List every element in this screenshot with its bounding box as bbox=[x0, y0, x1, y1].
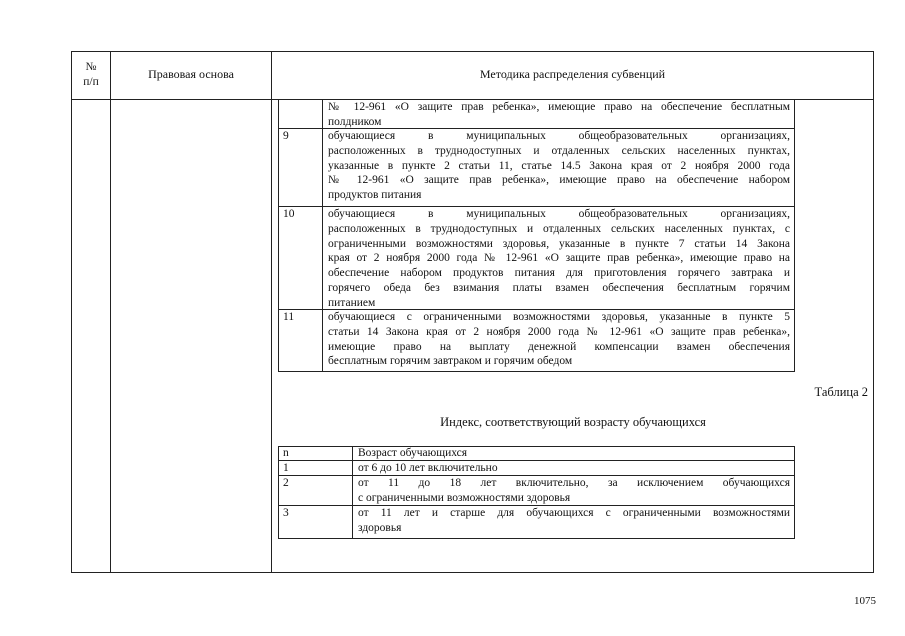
row-number: 11 bbox=[283, 311, 295, 323]
row-text-line: имеющие право на выплату денежной компенсации взамен обеспечения bbox=[328, 340, 790, 353]
header-methodology: Методика распределения субвенций bbox=[479, 67, 666, 81]
header-num bbox=[72, 60, 110, 90]
table-row-10 bbox=[328, 207, 790, 311]
row-text-line: расположенных в труднодоступных и отдаленных сельских населенных пунктах, с bbox=[328, 222, 790, 235]
table2-title: Индекс, соответствующий возрасту обучающихся bbox=[440, 415, 706, 429]
row-text-line: обучающиеся в муниципальных общеобразовательных организациях, bbox=[328, 130, 790, 142]
row-text-line: бесплатным горячим завтраком и горячим обедом bbox=[328, 355, 573, 368]
table2-row-number: 3 bbox=[283, 507, 289, 519]
row-text-line: от 11 лет и старше для обучающихся с ограниченными возможностями bbox=[358, 507, 790, 519]
header-num-sub: п/п bbox=[83, 76, 99, 88]
row-text-line: края от 2 ноября 2000 года № 12-961 «О защите прав ребенка», имеющие право на bbox=[328, 252, 790, 265]
table2-row bbox=[358, 506, 790, 536]
table2-label: Таблица 2 bbox=[814, 385, 868, 399]
row-text-line: обеспечение набором продуктов питания для приготовления горячего завтрака и bbox=[328, 267, 790, 280]
table2-head-n: n bbox=[283, 447, 289, 459]
page-number: 1075 bbox=[854, 595, 876, 607]
row-text-line: продуктов питания bbox=[328, 189, 422, 202]
row-number: 10 bbox=[283, 208, 295, 220]
table2-row-number: 2 bbox=[283, 477, 289, 489]
row-text-line: статьи 14 Закона края от 2 ноября 2000 года № 12-961 «О защите прав ребенка», bbox=[328, 325, 790, 338]
row-text-line: обучающиеся с ограниченными возможностями здоровья, указанные в пункте 5 bbox=[328, 311, 790, 323]
table-row-11 bbox=[328, 310, 790, 369]
row-text-line: № 12-961 «О защите прав ребенка», имеющие право на обеспечение набором bbox=[328, 174, 790, 187]
table2-row-number: 1 bbox=[283, 462, 289, 474]
table2-head-age: Возраст обучающихся bbox=[358, 447, 468, 459]
row-text-line: указанные в пункте 2 статьи 11, статье 14.5 Закона края от 2 ноября 2000 года bbox=[328, 159, 790, 172]
row-text-line: с ограниченными возможностями здоровья bbox=[358, 491, 571, 504]
row-text-line: расположенных в труднодоступных и отдаленных сельских населенных пунктах, bbox=[328, 144, 790, 157]
header-num-label: № bbox=[85, 61, 97, 73]
row-text-line: питанием bbox=[328, 296, 376, 309]
row-text-line: от 11 до 18 лет включительно, за исключением обучающихся bbox=[358, 477, 790, 489]
row-number: 9 bbox=[283, 130, 289, 142]
row-text-line: горячего обеда без взимания платы взамен обеспечения бесплатным горячим bbox=[328, 281, 790, 294]
table-row-9 bbox=[328, 129, 790, 203]
header-legal-basis: Правовая основа bbox=[148, 67, 234, 81]
row-text-line: обучающиеся в муниципальных общеобразовательных организациях, bbox=[328, 208, 790, 220]
table2-row bbox=[358, 461, 790, 476]
row-text-line: здоровья bbox=[358, 521, 402, 534]
row-text-line: ограниченными возможностями здоровья, указанные в пункте 7 статьи 14 Закона bbox=[328, 237, 790, 250]
row-text-line: от 6 до 10 лет включительно bbox=[358, 462, 498, 474]
row-text-line: полдником bbox=[328, 115, 382, 128]
row-text-line: № 12-961 «О защите прав ребенка», имеющие право на обеспечение бесплатным bbox=[328, 101, 790, 113]
table-row-continued bbox=[328, 100, 790, 130]
table2-row bbox=[358, 476, 790, 506]
